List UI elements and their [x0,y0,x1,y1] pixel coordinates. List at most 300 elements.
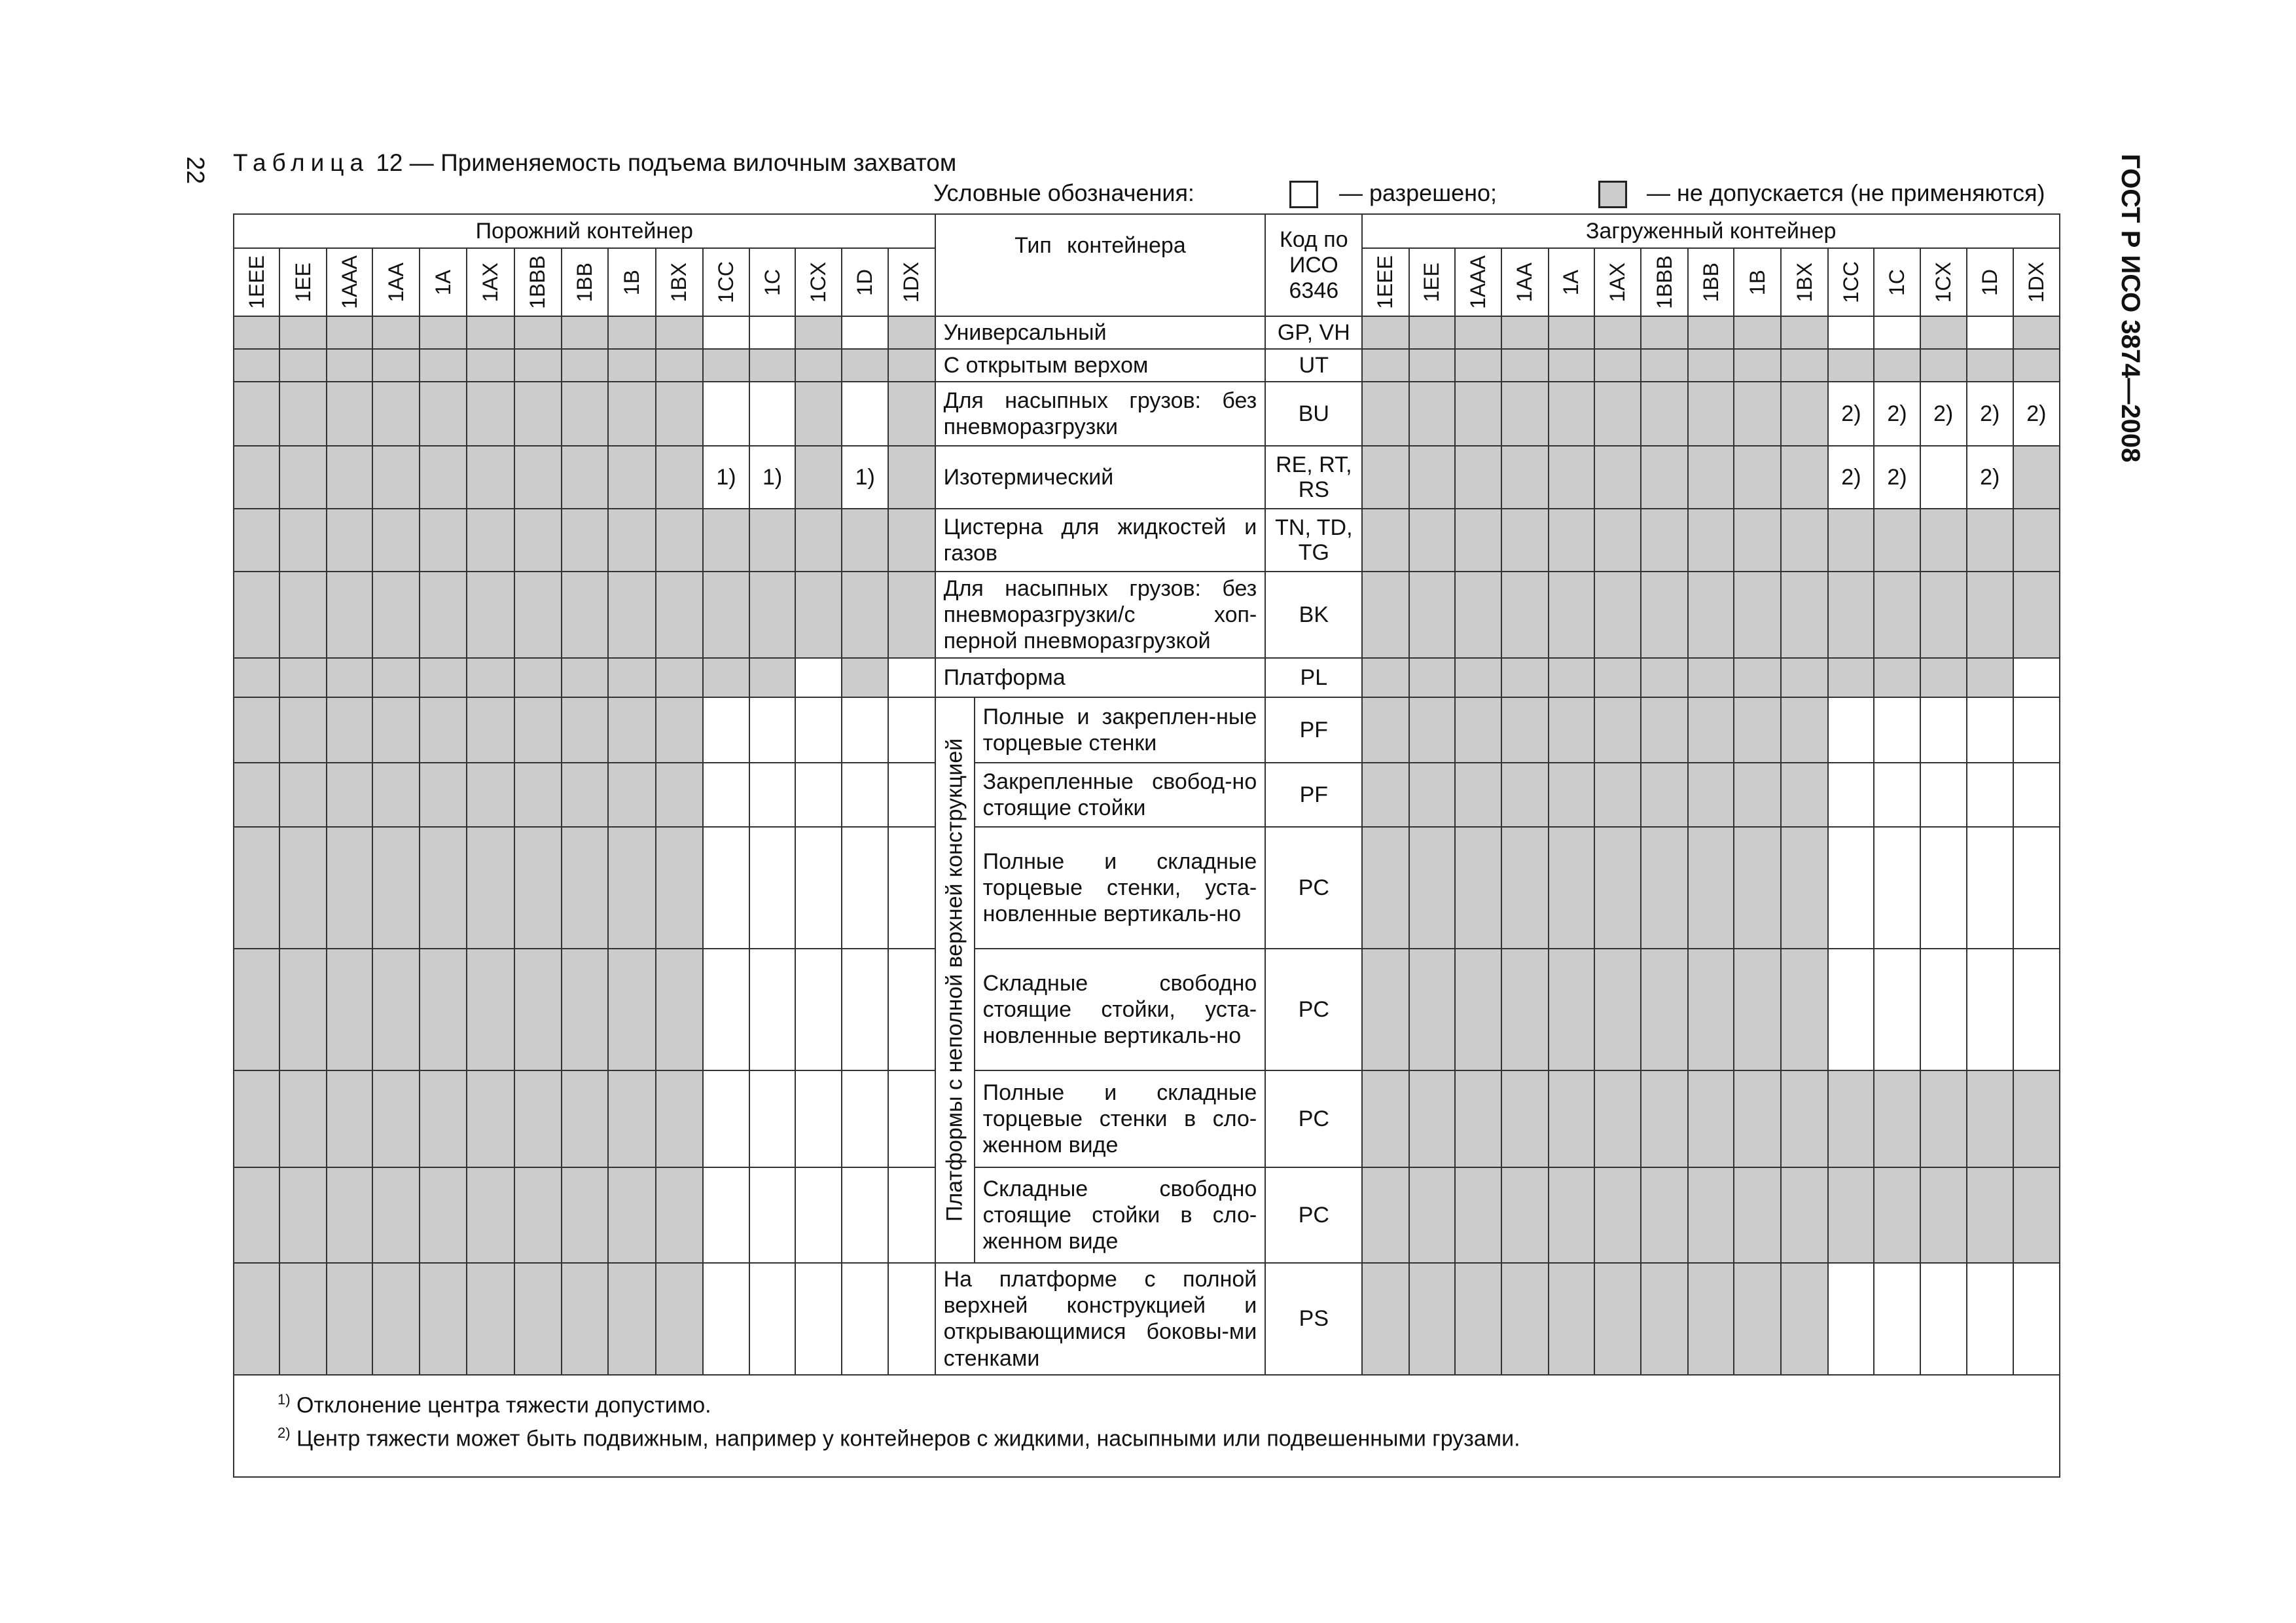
cell-empty-1DX [888,1070,935,1167]
cell-empty-1AX [467,446,514,509]
cell-empty-1CC [703,572,749,658]
cell-loaded-1AA [1501,316,1549,349]
cell-loaded-1EE [1409,827,1455,949]
cell-empty-1AA [372,827,420,949]
cell-loaded-1BX [1781,572,1828,658]
cell-loaded-1AAA [1455,349,1501,382]
size-label: 1A [431,270,455,296]
size-label: 1CX [1931,261,1955,303]
cell-loaded-1EE [1409,949,1455,1070]
cell-loaded-1AAA [1455,763,1501,827]
cell-loaded-1BBB [1641,446,1688,509]
cell-loaded-1AA [1501,509,1549,572]
footnote-text: Центр тяжести может быть подвижным, например у контейнеров с жидкими, насыпными или подвешенными грузами. [290,1426,1520,1451]
cell-loaded-1EEE [1362,349,1408,382]
cell-empty-1AA [372,658,420,697]
cell-loaded-1C [1874,1070,1920,1167]
cell-loaded-1CC [1828,1167,1874,1263]
iso-code: PF [1265,697,1362,763]
cell-empty-1CC [703,827,749,949]
cell-loaded-1EEE [1362,827,1408,949]
cell-loaded-1DX [2013,1070,2060,1167]
size-header-loaded [1874,248,1920,316]
container-type: Для насыпных грузов: без пневморазгрузки [935,382,1266,446]
size-header-empty [327,248,372,316]
iso-code: PC [1265,827,1362,949]
cell-empty-1C [749,827,795,949]
cell-empty-1BBB [514,1070,562,1167]
cell-empty-1BBB [514,446,562,509]
cell-loaded-1CC [1828,316,1874,349]
container-type-header [935,214,1266,316]
cell-loaded-1CX [1920,509,1967,572]
table-row [234,349,2060,382]
cell-loaded-1CC [1828,827,1874,949]
cell-loaded-1A [1549,509,1594,572]
cell-empty-1BB [562,316,608,349]
iso-code: UT [1265,349,1362,382]
size-header-loaded [1920,248,1967,316]
cell-empty-1CX [795,1167,842,1263]
container-type: Складные свободно стоящие стойки, уста-новленные вертикаль-но [975,949,1266,1070]
cell-loaded-1A [1549,1070,1594,1167]
size-label: 1AAA [1465,255,1490,309]
cell-loaded-1DX [2013,349,2060,382]
cell-loaded-1BB [1688,697,1734,763]
cell-loaded-1DX [2013,827,2060,949]
cell-loaded-1D [1967,1167,2013,1263]
cell-empty-1CC [703,658,749,697]
footnotes [234,1375,2060,1477]
size-label: 1EEE [1373,255,1397,309]
cell-loaded-1EEE [1362,1263,1408,1374]
size-header-empty [656,248,703,316]
cell-empty-1BBB [514,1263,562,1374]
cell-empty-1AX [467,316,514,349]
cell-empty-1C [749,1263,795,1374]
cell-loaded-1B [1734,763,1781,827]
cell-empty-1DX [888,658,935,697]
cell-loaded-1C [1874,827,1920,949]
cell-loaded-1BX [1781,949,1828,1070]
cell-empty-1C [749,509,795,572]
cell-empty-1A [420,1263,467,1374]
cell-loaded-1CX [1920,316,1967,349]
cell-empty-1DX [888,349,935,382]
cell-loaded-1BX [1781,763,1828,827]
cell-empty-1C: 1) [749,446,795,509]
size-header-empty [420,248,467,316]
cell-empty-1DX [888,1167,935,1263]
iso-code: TN, TD, TG [1265,509,1362,572]
cell-empty-1EE [279,658,327,697]
size-label: 1EEE [244,255,268,309]
cell-loaded-1EE [1409,382,1455,446]
cell-empty-1BBB [514,509,562,572]
legend-allowed-swatch [1289,181,1318,208]
cell-empty-1EE [279,509,327,572]
cell-empty-1BBB [514,827,562,949]
cell-loaded-1BB [1688,1070,1734,1167]
cell-empty-1CC [703,382,749,446]
cell-loaded-1C [1874,349,1920,382]
cell-loaded-1CX [1920,658,1967,697]
cell-empty-1AAA [327,697,372,763]
cell-loaded-1CC [1828,1070,1874,1167]
cell-loaded-1EE [1409,1070,1455,1167]
cell-empty-1C [749,1167,795,1263]
footnote-text: Отклонение центра тяжести допустимо. [290,1392,711,1417]
cell-empty-1BBB [514,572,562,658]
size-header-loaded [1455,248,1501,316]
cell-empty-1AX [467,572,514,658]
container-type: Платформа [935,658,1266,697]
cell-empty-1BX [656,1167,703,1263]
size-header-loaded [1362,248,1408,316]
cell-empty-1EE [279,316,327,349]
legend-allowed-text: — разрешено; [1339,179,1497,206]
cell-loaded-1BB [1688,446,1734,509]
cell-loaded-1CX [1920,349,1967,382]
cell-loaded-1AA [1501,446,1549,509]
cell-loaded-1DX [2013,658,2060,697]
cell-loaded-1BX [1781,446,1828,509]
cell-empty-1BX [656,827,703,949]
cell-loaded-1AAA [1455,658,1501,697]
cell-loaded-1AAA [1455,1263,1501,1374]
cell-loaded-1AX [1594,382,1641,446]
size-header-loaded [1409,248,1455,316]
page-number: 22 [181,156,209,185]
cell-empty-1BBB [514,316,562,349]
cell-loaded-1C: 2) [1874,382,1920,446]
cell-empty-1BB [562,1167,608,1263]
loaded-container-header: Загруженный контейнер [1362,214,2060,248]
cell-empty-1A [420,349,467,382]
cell-empty-1CX [795,949,842,1070]
cell-loaded-1DX [2013,509,2060,572]
cell-loaded-1A [1549,1263,1594,1374]
cell-loaded-1DX: 2) [2013,382,2060,446]
cell-empty-1D [842,658,888,697]
cell-empty-1EEE [234,316,279,349]
cell-empty-1AX [467,382,514,446]
cell-loaded-1EEE [1362,509,1408,572]
cell-loaded-1DX [2013,1263,2060,1374]
cell-loaded-1AX [1594,1070,1641,1167]
iso-code: PS [1265,1263,1362,1374]
cell-loaded-1CC [1828,509,1874,572]
cell-loaded-1A [1549,446,1594,509]
cell-loaded-1AX [1594,827,1641,949]
cell-empty-1BB [562,763,608,827]
cell-empty-1A [420,827,467,949]
cell-empty-1BBB [514,349,562,382]
cell-loaded-1BBB [1641,1167,1688,1263]
cell-empty-1CX [795,572,842,658]
cell-loaded-1A [1549,316,1594,349]
cell-empty-1BX [656,1070,703,1167]
cell-loaded-1CX [1920,1263,1967,1374]
cell-loaded-1EEE [1362,658,1408,697]
cell-loaded-1B [1734,697,1781,763]
cell-loaded-1AAA [1455,572,1501,658]
cell-loaded-1A [1549,572,1594,658]
size-label: 1AX [478,262,503,302]
cell-loaded-1BB [1688,1263,1734,1374]
cell-loaded-1EEE [1362,572,1408,658]
cell-empty-1BX [656,349,703,382]
cell-empty-1BB [562,446,608,509]
cell-empty-1D [842,1070,888,1167]
iso-code: PF [1265,763,1362,827]
cell-empty-1AAA [327,1070,372,1167]
cell-empty-1EE [279,1070,327,1167]
cell-empty-1CC [703,763,749,827]
cell-loaded-1BB [1688,763,1734,827]
cell-loaded-1AA [1501,763,1549,827]
container-type-label: Тип контейнера [1014,233,1186,258]
size-label: 1B [1745,270,1769,296]
cell-loaded-1CX [1920,763,1967,827]
cell-empty-1BX [656,446,703,509]
cell-loaded-1C [1874,949,1920,1070]
legend-denied-swatch [1598,181,1627,208]
cell-loaded-1CX [1920,697,1967,763]
cell-loaded-1BB [1688,382,1734,446]
size-label: 1AX [1605,262,1629,302]
cell-empty-1D [842,827,888,949]
cell-empty-1B [608,316,656,349]
size-header-empty [562,248,608,316]
cell-loaded-1BBB [1641,382,1688,446]
table-row [234,658,2060,697]
cell-loaded-1B [1734,316,1781,349]
cell-empty-1D [842,1167,888,1263]
cell-empty-1AAA [327,349,372,382]
cell-empty-1AA [372,1167,420,1263]
cell-empty-1AX [467,1167,514,1263]
cell-loaded-1BB [1688,509,1734,572]
cell-empty-1EEE [234,349,279,382]
cell-loaded-1AA [1501,658,1549,697]
cell-empty-1AX [467,509,514,572]
cell-loaded-1EE [1409,349,1455,382]
cell-empty-1C [749,382,795,446]
size-header-loaded [1781,248,1828,316]
cell-empty-1AX [467,827,514,949]
cell-empty-1AA [372,763,420,827]
cell-loaded-1B [1734,382,1781,446]
cell-loaded-1D [1967,658,2013,697]
iso-code: BU [1265,382,1362,446]
cell-empty-1BB [562,1070,608,1167]
cell-empty-1BBB [514,949,562,1070]
iso-code: BK [1265,572,1362,658]
cell-empty-1BB [562,349,608,382]
cell-empty-1CX [795,827,842,949]
table-row [234,572,2060,658]
cell-loaded-1BX [1781,316,1828,349]
cell-empty-1EEE [234,949,279,1070]
cell-loaded-1A [1549,763,1594,827]
cell-loaded-1CC [1828,572,1874,658]
cell-empty-1AA [372,382,420,446]
cell-loaded-1D [1967,349,2013,382]
size-label: 1CC [1839,261,1863,303]
cell-empty-1AAA [327,1263,372,1374]
cell-empty-1AX [467,349,514,382]
cell-loaded-1AA [1501,1070,1549,1167]
cell-loaded-1CC [1828,949,1874,1070]
container-type: Закрепленные свобод-но стоящие стойки [975,763,1266,827]
size-header-empty [703,248,749,316]
cell-loaded-1AX [1594,949,1641,1070]
cell-empty-1A [420,658,467,697]
cell-loaded-1CX [1920,572,1967,658]
container-type: Цистерна для жидкостей и газов [935,509,1266,572]
cell-loaded-1B [1734,572,1781,658]
table-row [234,509,2060,572]
size-header-loaded [1688,248,1734,316]
cell-empty-1AAA [327,827,372,949]
cell-empty-1CC [703,1263,749,1374]
cell-loaded-1D [1967,949,2013,1070]
cell-empty-1AAA [327,658,372,697]
cell-empty-1D [842,763,888,827]
cell-loaded-1AAA [1455,382,1501,446]
cell-empty-1B [608,697,656,763]
cell-loaded-1C [1874,1167,1920,1263]
size-label: 1D [1977,268,2001,296]
cell-empty-1C [749,316,795,349]
cell-empty-1CC [703,1167,749,1263]
cell-empty-1DX [888,763,935,827]
cell-loaded-1AX [1594,349,1641,382]
cell-empty-1D [842,509,888,572]
size-label: 1DX [2024,261,2048,303]
cell-loaded-1EE [1409,763,1455,827]
cell-loaded-1B [1734,1167,1781,1263]
table-row [234,827,2060,949]
cell-empty-1CX [795,382,842,446]
cell-empty-1AA [372,316,420,349]
cell-loaded-1AX [1594,446,1641,509]
cell-loaded-1BBB [1641,1263,1688,1374]
cell-empty-1AA [372,949,420,1070]
cell-empty-1BB [562,572,608,658]
cell-empty-1CX [795,446,842,509]
cell-loaded-1BB [1688,316,1734,349]
cell-loaded-1B [1734,509,1781,572]
cell-empty-1BX [656,382,703,446]
cell-empty-1AX [467,1070,514,1167]
footnote [278,1389,2016,1422]
cell-empty-1AX [467,1263,514,1374]
cell-loaded-1DX [2013,446,2060,509]
cell-empty-1A [420,572,467,658]
size-label: 1AA [384,262,408,302]
cell-loaded-1BBB [1641,1070,1688,1167]
cell-empty-1C [749,572,795,658]
footnote-mark: 1) [278,1391,291,1408]
cell-empty-1AAA [327,763,372,827]
cell-empty-1AA [372,349,420,382]
cell-empty-1BB [562,697,608,763]
cell-loaded-1C [1874,658,1920,697]
cell-loaded-1B [1734,349,1781,382]
size-header-empty [372,248,420,316]
cell-loaded-1AAA [1455,949,1501,1070]
cell-empty-1EEE [234,658,279,697]
cell-empty-1BX [656,1263,703,1374]
cell-loaded-1AA [1501,827,1549,949]
cell-empty-1B [608,1263,656,1374]
cell-empty-1CC: 1) [703,446,749,509]
cell-empty-1AA [372,572,420,658]
cell-empty-1D [842,382,888,446]
cell-loaded-1A [1549,949,1594,1070]
container-type: Полные и закреплен-ные торцевые стенки [975,697,1266,763]
cell-loaded-1CC: 2) [1828,382,1874,446]
cell-empty-1AAA [327,382,372,446]
cell-empty-1BB [562,949,608,1070]
cell-empty-1AA [372,697,420,763]
size-label: 1BX [1792,262,1816,302]
cell-empty-1C [749,349,795,382]
cell-loaded-1B [1734,1070,1781,1167]
cell-loaded-1DX [2013,572,2060,658]
table-row [234,1070,2060,1167]
cell-loaded-1AA [1501,697,1549,763]
cell-loaded-1A [1549,827,1594,949]
container-type: На платформе с полной верхней конструкцией и открывающимися боковы-ми стенками [935,1263,1266,1374]
size-label: 1CX [806,261,831,303]
cell-loaded-1AA [1501,572,1549,658]
cell-loaded-1C: 2) [1874,446,1920,509]
cell-empty-1EEE [234,1070,279,1167]
cell-empty-1AAA [327,1167,372,1263]
cell-empty-1C [749,949,795,1070]
cell-loaded-1BBB [1641,349,1688,382]
size-header-loaded [1641,248,1688,316]
size-header-empty [608,248,656,316]
size-header-empty [234,248,279,316]
size-label: 1B [619,270,643,296]
cell-loaded-1C [1874,1263,1920,1374]
cell-empty-1BB [562,509,608,572]
cell-empty-1BBB [514,697,562,763]
cell-loaded-1DX [2013,316,2060,349]
cell-empty-1AA [372,446,420,509]
cell-empty-1AA [372,1070,420,1167]
cell-empty-1CX [795,763,842,827]
cell-empty-1EE [279,446,327,509]
cell-empty-1DX [888,697,935,763]
cell-loaded-1C [1874,763,1920,827]
table-row [234,446,2060,509]
cell-loaded-1CX [1920,446,1967,509]
cell-empty-1BX [656,697,703,763]
cell-loaded-1EEE [1362,697,1408,763]
size-label: 1BBB [526,255,550,309]
size-header-empty [749,248,795,316]
cell-empty-1A [420,1167,467,1263]
cell-loaded-1D [1967,572,2013,658]
size-header-empty [842,248,888,316]
cell-loaded-1AX [1594,316,1641,349]
cell-empty-1BX [656,949,703,1070]
